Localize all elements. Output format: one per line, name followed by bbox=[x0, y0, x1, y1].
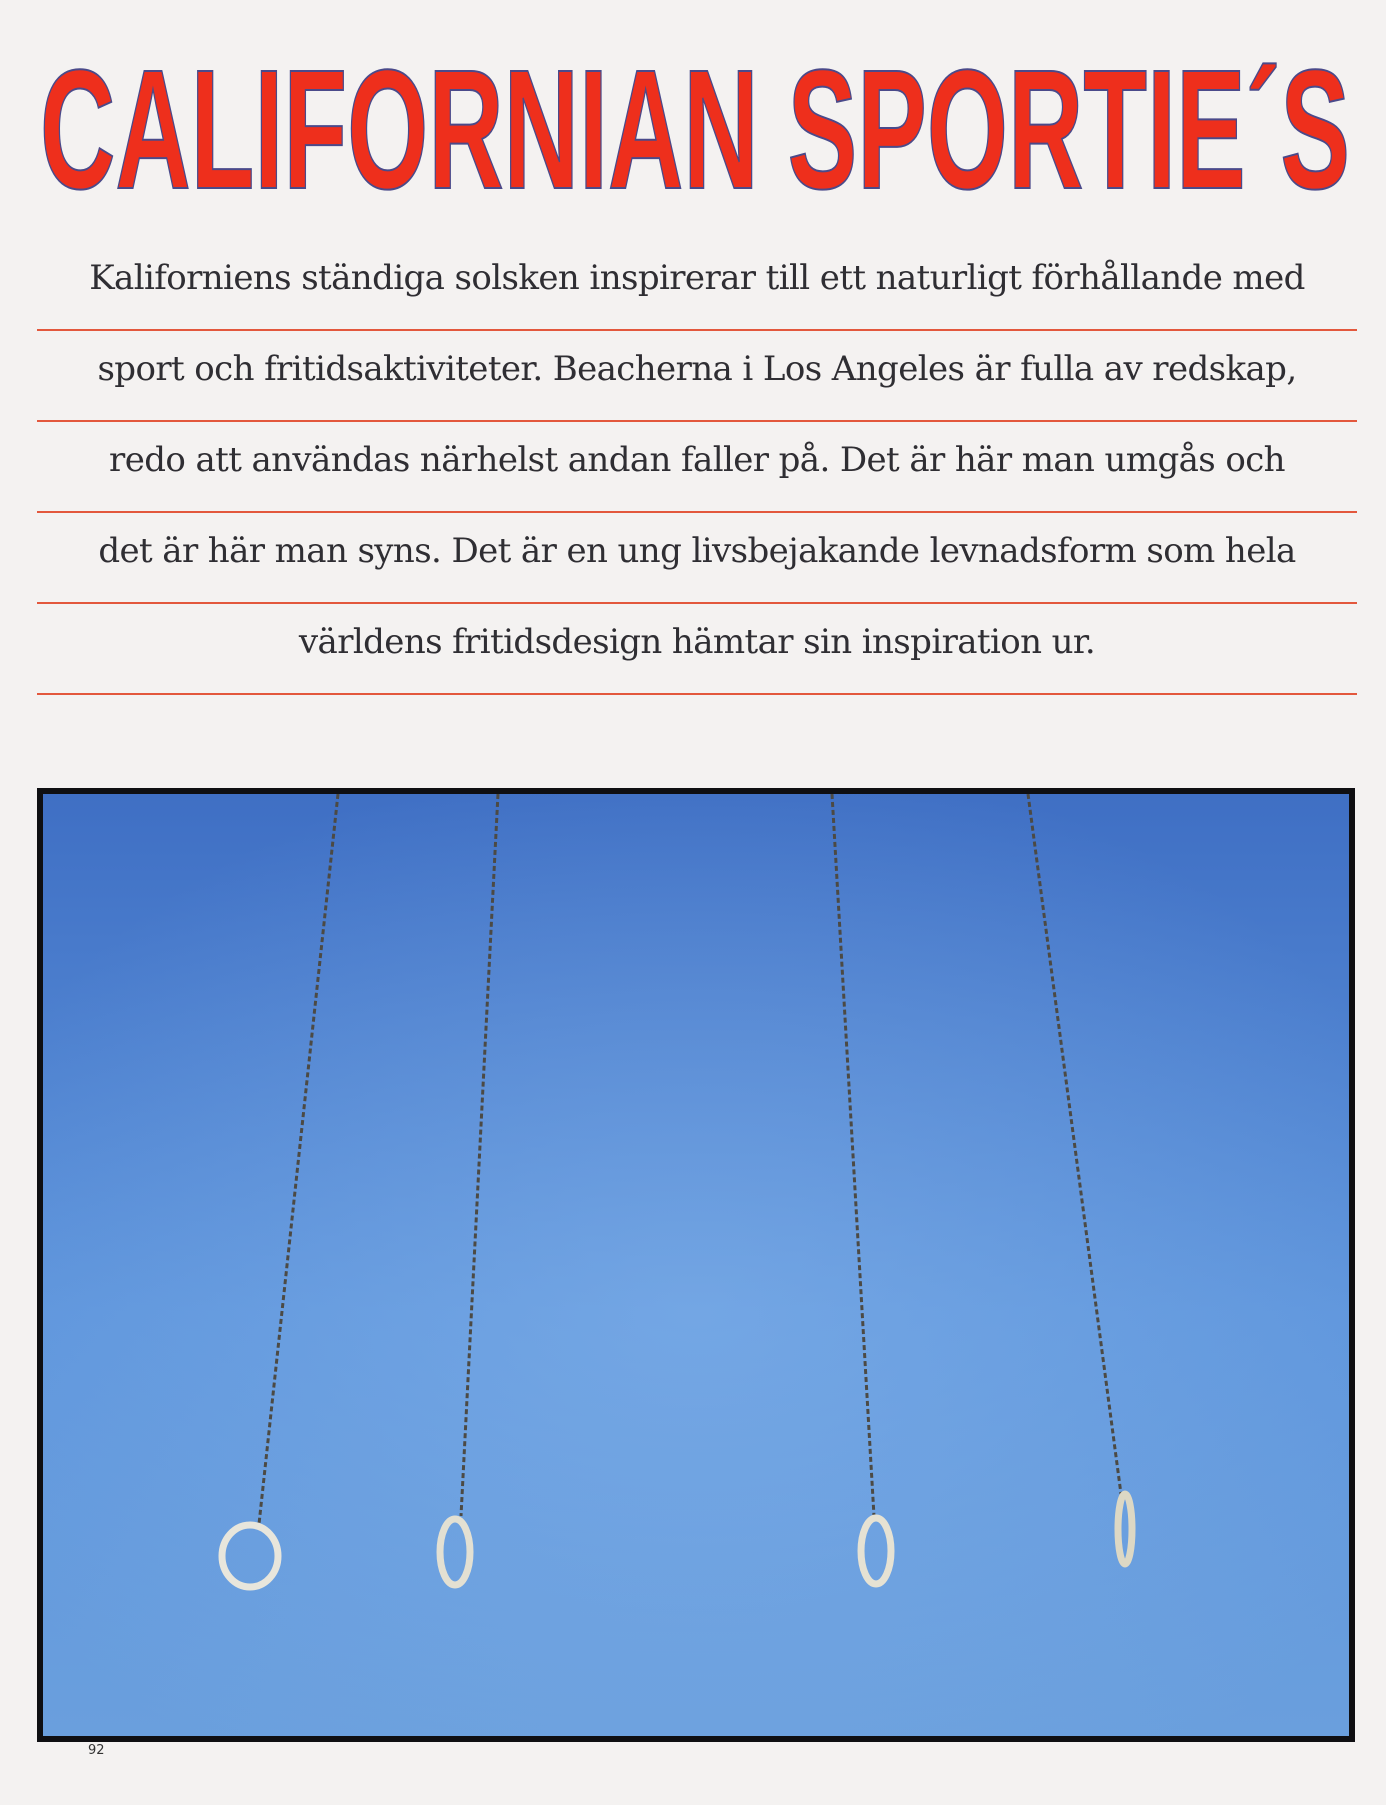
intro-line: det är här man syns. Det är en ung livsbejakande levnadsform som hela bbox=[37, 513, 1357, 604]
intro-line: Kaliforniens ständiga solsken inspirerar till ett naturligt förhållande med bbox=[37, 240, 1357, 331]
article-intro bbox=[37, 240, 1357, 695]
article-title-text: CALIFORNIAN SPORTIE´S bbox=[40, 38, 1350, 220]
article-title bbox=[36, 38, 1354, 220]
intro-line: världens fritidsdesign hämtar sin inspiration ur. bbox=[37, 604, 1357, 695]
sky-glow bbox=[43, 794, 1349, 1736]
intro-line: redo att användas närhelst andan faller på. Det är här man umgås och bbox=[37, 422, 1357, 513]
title-graphic bbox=[36, 38, 1354, 220]
rings-photo bbox=[37, 788, 1355, 1742]
intro-line: sport och fritidsaktiviteter. Beacherna i Los Angeles är fulla av redskap, bbox=[37, 331, 1357, 422]
page-number: 92 bbox=[88, 1743, 105, 1758]
rings-photo-graphic bbox=[43, 794, 1349, 1736]
